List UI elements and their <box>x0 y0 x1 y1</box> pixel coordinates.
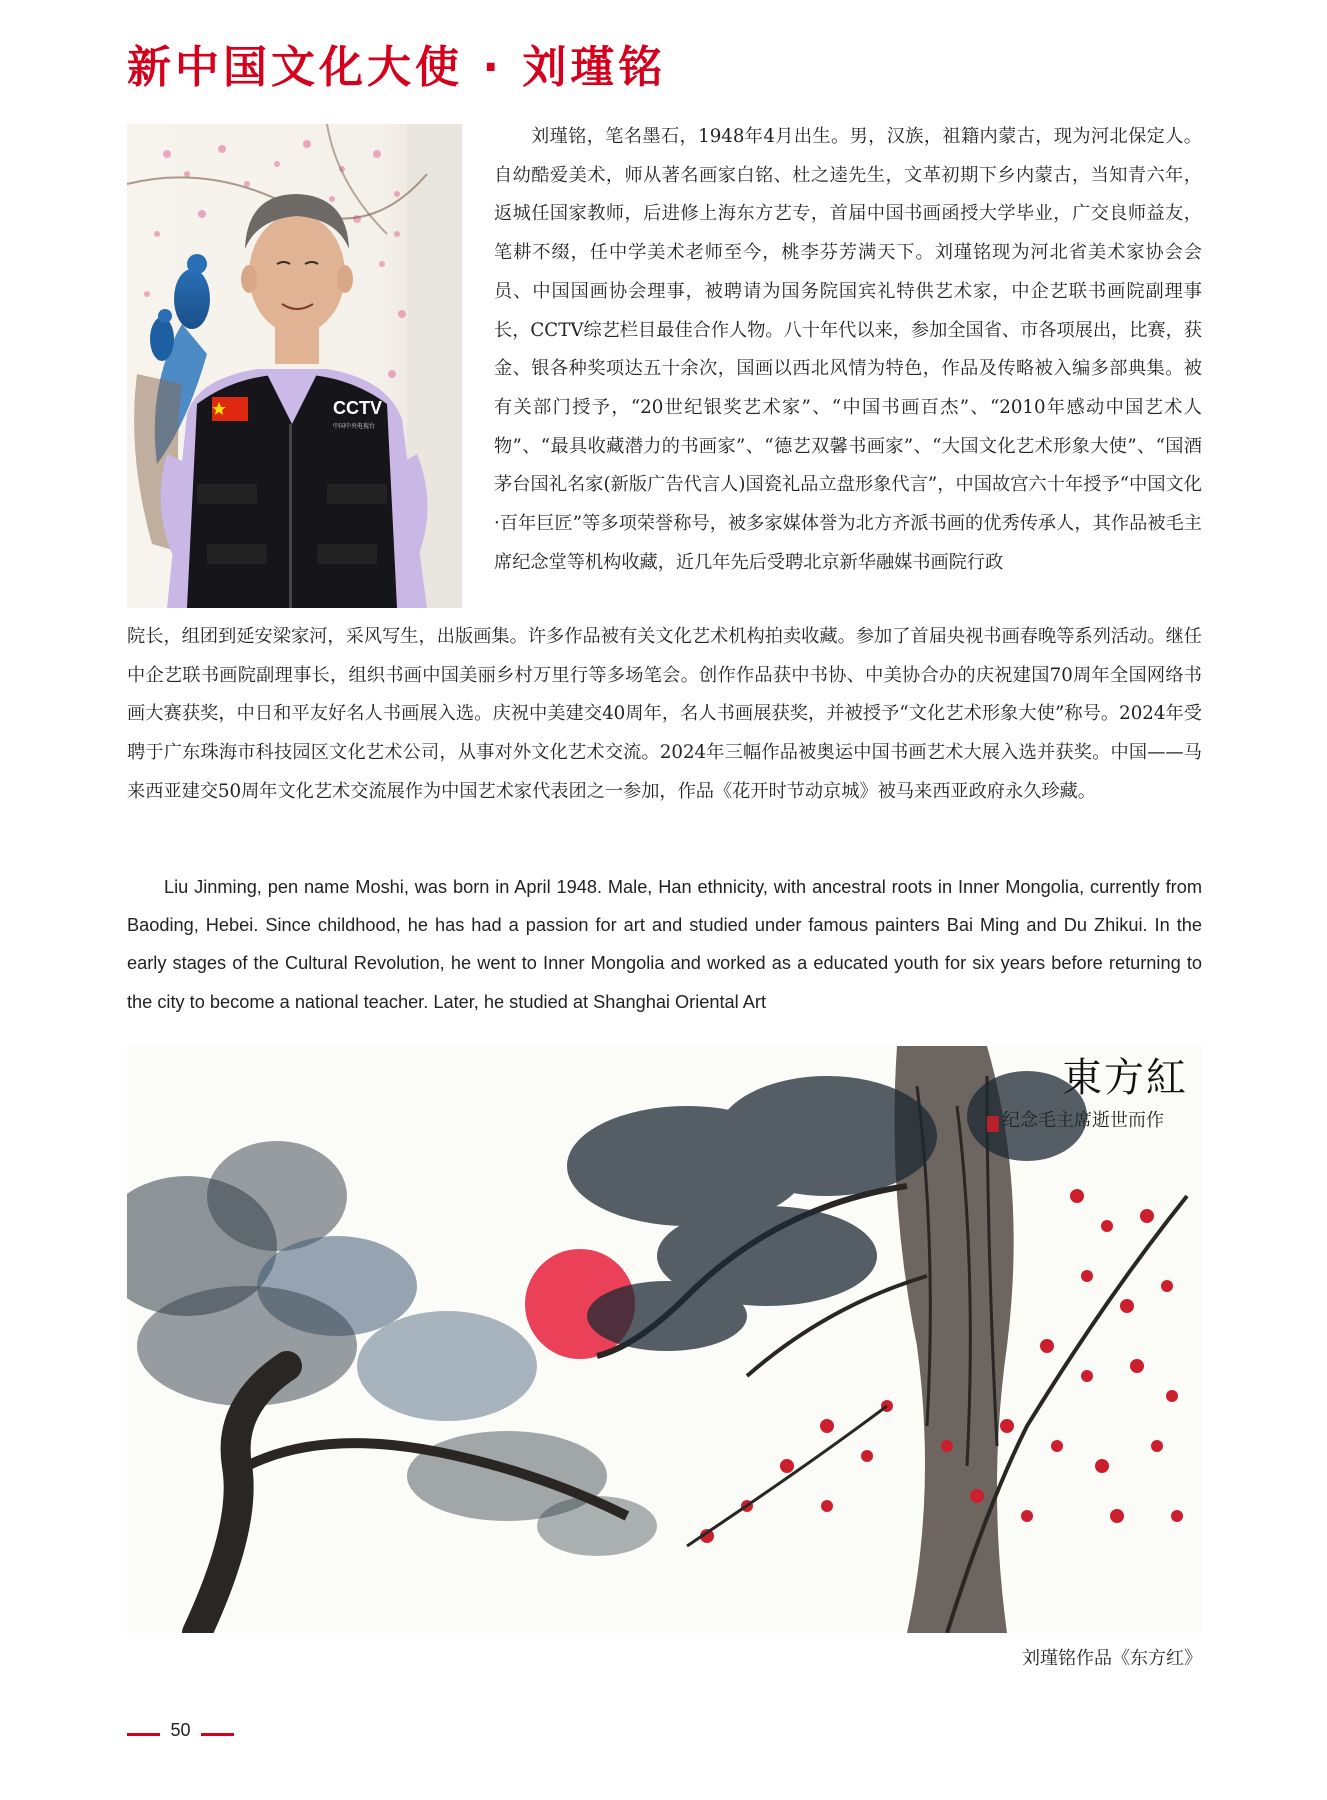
cctv-logo <box>333 398 382 430</box>
footer-rule-right <box>201 1733 234 1736</box>
cctv-logo-text: CCTV <box>333 398 382 418</box>
artist-photo-illustration <box>127 124 462 608</box>
bio-cn-paragraph-2: 院长，组团到延安梁家河，采风写生，出版画集。许多作品被有关文化艺术机构拍卖收藏。参加了首届央视书画春晚等系列活动。继任中企艺联书画院副理事长，组织书画中国美丽乡村万里行等多场笔会。创作作品获中书协、中美协合办的庆祝建国70周年全国网络书画大赛获奖，中日和平友好名人书画展入选。庆祝中美建交40周年，名人书画展获奖，并被授予“文化艺术形象大使”称号。2024年受聘于广东珠海市科技园区文化艺术公司，从事对外文化艺术交流。2024年三幅作品被奥运中国书画艺术大展入选并获奖。中国——马来西亚建交50周年文化艺术交流展作为中国艺术家代表团之一参加，作品《花开时节动京城》被马来西亚政府永久珍藏。 <box>127 626 1202 802</box>
page-title: 新中国文化大使 · 刘瑾铭 <box>127 42 667 93</box>
cctv-logo-subtext: 中国中央电视台 <box>333 423 376 430</box>
painting-illustration <box>127 1046 1202 1633</box>
bio-cn-paragraph-1: 刘瑾铭，笔名墨石，1948年4月出生。男，汉族，祖籍内蒙古，现为河北保定人。自幼酷爱美术，师从著名画家白铭、杜之逵先生，文革初期下乡内蒙古，当知青六年，返城任国家教师，后进修上海东方艺专，首届中国书画函授大学毕业，广交良师益友，笔耕不缀，任中学美术老师至今，桃李芬芳满天下。刘瑾铭现为河北省美术家协会会员、中国国画协会理事，被聘请为国务院国宾礼特供艺术家，中企艺联书画院副理事长，CCTV综艺栏目最佳合作人物。八十年代以来，参加全国省、市各项展出，比赛，获金、银各种奖项达五十余次，国画以西北风情为特色，作品及传略被入编多部典集。被有关部门授予，“20世纪银奖艺术家”、“中国书画百杰”、“2010年感动中国艺术人物”、“最具收藏潜力的书画家”、“德艺双馨书画家”、“大国文化艺术形象大使”、“国酒茅台国礼名家(新版广告代言人)国瓷礼品立盘形象代言”，中国故宫六十年授予“中国文化·百年巨匠”等多项荣誉称号，被多家媒体誉为北方齐派书画的优秀传承人，其作品被毛主席纪念堂等机构收藏，近几年先后受聘北京新华融媒书画院行政 <box>494 126 1202 573</box>
bio-cn-side-column <box>494 118 1202 618</box>
china-flag-patch <box>212 397 248 421</box>
painting-caption: 刘瑾铭作品《东方红》 <box>1022 1648 1202 1669</box>
inscription-subtitle: 纪念毛主席逝世而作 <box>1002 1110 1164 1131</box>
footer-rule-left <box>127 1733 160 1736</box>
bio-cn-full-width <box>127 618 1202 858</box>
bio-en-paragraph: Liu Jinming, pen name Moshi, was born in April 1948. Male, Han ethnicity, with ancestral roots in Inner Mongolia, currently from Baoding, Hebei. Since childhood, he has had a passion for art and studied under famous painters Bai Ming and Du Zhikui. In the early stages of the Cultural Revolution, he went to Inner Mongolia and worked as a educated youth for six years before returning to the city to become a national teacher. Later, he studied at Shanghai Oriental Art <box>127 877 1202 1012</box>
painting-dongfanghong <box>127 1046 1202 1633</box>
artist-photo <box>127 124 462 608</box>
seal-stamp <box>987 1116 999 1132</box>
inscription-title: 東方紅 <box>1062 1055 1188 1101</box>
page-number: 50 <box>170 1720 191 1740</box>
